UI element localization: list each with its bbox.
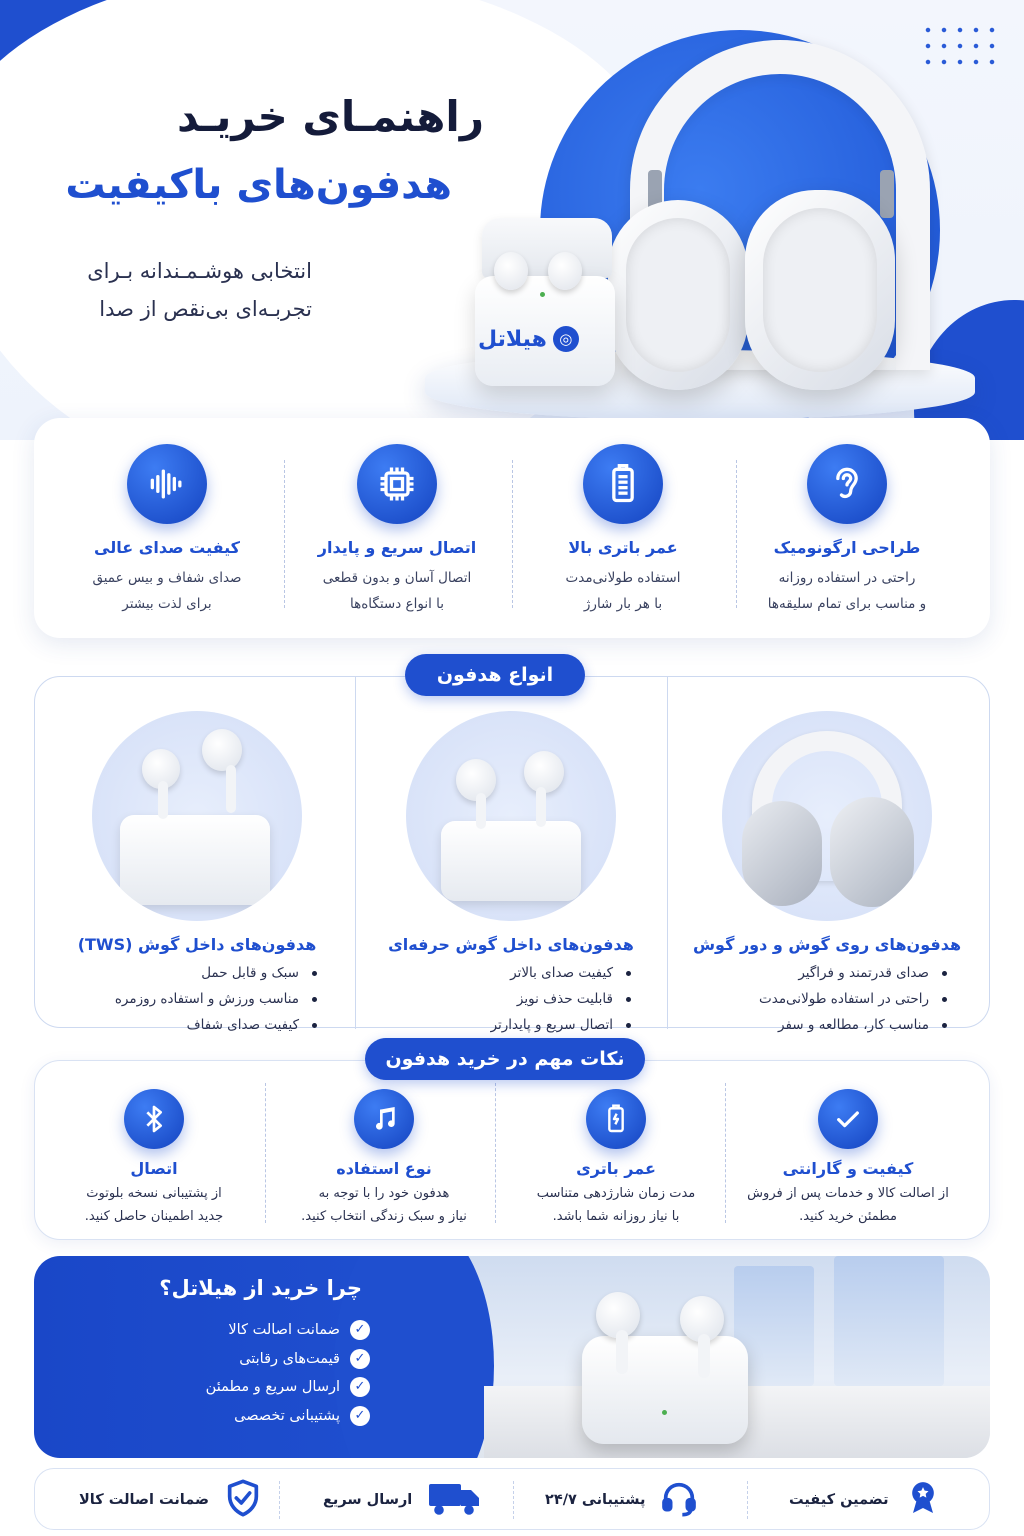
tips-card [34, 1060, 990, 1240]
ear-icon [807, 444, 887, 524]
types-heading: انواع هدفون [405, 654, 585, 696]
why-banner [34, 1256, 990, 1458]
truck-icon [426, 1478, 484, 1522]
dot-pattern [920, 22, 1000, 72]
feature-ergonomic: طراحی ارگونومیک راحتی در استفاده روزانه و مناسب برای تمام سلیقه‌ها [734, 444, 960, 617]
footer-shipping: ارسال سریع [323, 1469, 484, 1531]
feature-battery: عمر باتری بالا استفاده طولانی‌مدت با هر بار شارژ [510, 444, 736, 617]
why-list [206, 1316, 370, 1430]
divider [512, 460, 513, 608]
type-over-ear: هدفون‌های روی گوش و دور گوش صدای قدرتمند و فراگیر راحتی در استفاده طولانی‌مدت مناسب کار، مطالعه و سفر [677, 699, 977, 1038]
check-icon: ✓ [350, 1349, 370, 1369]
battery-icon [583, 444, 663, 524]
divider [747, 1481, 748, 1519]
list-item: ✓ پشتیبانی تخصصی [206, 1402, 370, 1431]
tip-battery: عمر باتری مدت زمان شارژدهی متناسب با نیاز روزانه شما باشد. [503, 1089, 729, 1228]
shield-icon [223, 1478, 263, 1522]
check-icon: ✓ [350, 1377, 370, 1397]
divider [736, 460, 737, 608]
over-ear-headphone-image [722, 711, 932, 921]
why-title: چرا خرید از هیلاتل؟ [159, 1276, 362, 1300]
music-note-icon [354, 1089, 414, 1149]
hero-section [0, 0, 1024, 440]
types-card [34, 676, 990, 1033]
page-subtitle: هدفون‌های باکیفیت [65, 162, 452, 208]
check-icon: ✓ [350, 1406, 370, 1426]
chip-icon [357, 444, 437, 524]
tips-heading: نکات مهم در خرید هدفون [365, 1038, 645, 1080]
type-tws: هدفون‌های داخل گوش (TWS) سبک و قابل حمل مناسب ورزش و استفاده روزمره کیفیت صدای شفاف [47, 699, 347, 1038]
page-title: راهنمـای خریـد [176, 92, 484, 141]
battery-icon [586, 1089, 646, 1149]
list-item: ✓ قیمت‌های رقابتی [206, 1345, 370, 1374]
bluetooth-icon [124, 1089, 184, 1149]
footer-authenticity: ضمانت اصالت کالا [79, 1469, 263, 1531]
tws-earbuds-image [92, 711, 302, 921]
divider [355, 677, 356, 1029]
feature-connection: اتصال سریع و پایدار اتصال آسان و بدون قطعی با انواع دستگاه‌ها [284, 444, 510, 617]
list-item: ✓ ضمانت اصالت کالا [206, 1316, 370, 1345]
footer-bar [34, 1468, 990, 1530]
brand-logo: ◎ هیلاتل [478, 326, 579, 352]
award-icon [903, 1478, 943, 1522]
tip-usage: نوع استفاده هدفون خود را با توجه به نیاز و سبک زندگی انتخاب کنید. [271, 1089, 497, 1228]
divider [667, 677, 668, 1029]
divider [513, 1481, 514, 1519]
divider [284, 460, 285, 608]
list-item: ✓ ارسال سریع و مطمئن [206, 1373, 370, 1402]
check-icon: ✓ [350, 1320, 370, 1340]
hero-tagline: انتخابی هوشـمـندانه بـرای تجربـه‌ای بی‌نقص از صدا [87, 259, 312, 321]
features-card [34, 418, 990, 638]
tip-quality: کیفیت و گارانتی از اصالت کالا و خدمات پس از فروش مطمئن خرید کنید. [735, 1089, 961, 1228]
pro-earbuds-image [406, 711, 616, 921]
feature-sound: کیفیت صدای عالی صدای شفاف و بیس عمیق برای لذت بیشتر [54, 444, 280, 617]
footer-quality: تضمین کیفیت [789, 1469, 943, 1531]
headset-icon [659, 1478, 699, 1522]
check-icon [818, 1089, 878, 1149]
divider [279, 1481, 280, 1519]
logo-icon: ◎ [553, 326, 579, 352]
sound-wave-icon [127, 444, 207, 524]
type-in-ear-pro: هدفون‌های داخل گوش حرفه‌ای کیفیت صدای بالاتر قابلیت حذف نویز اتصال سریع و پایدارتر [361, 699, 661, 1038]
tip-connection: اتصال از پشتیبانی نسخه بلوتوث جدید اطمینان حاصل کنید. [41, 1089, 267, 1228]
footer-support: پشتیبانی ۲۴/۷ [545, 1469, 699, 1531]
